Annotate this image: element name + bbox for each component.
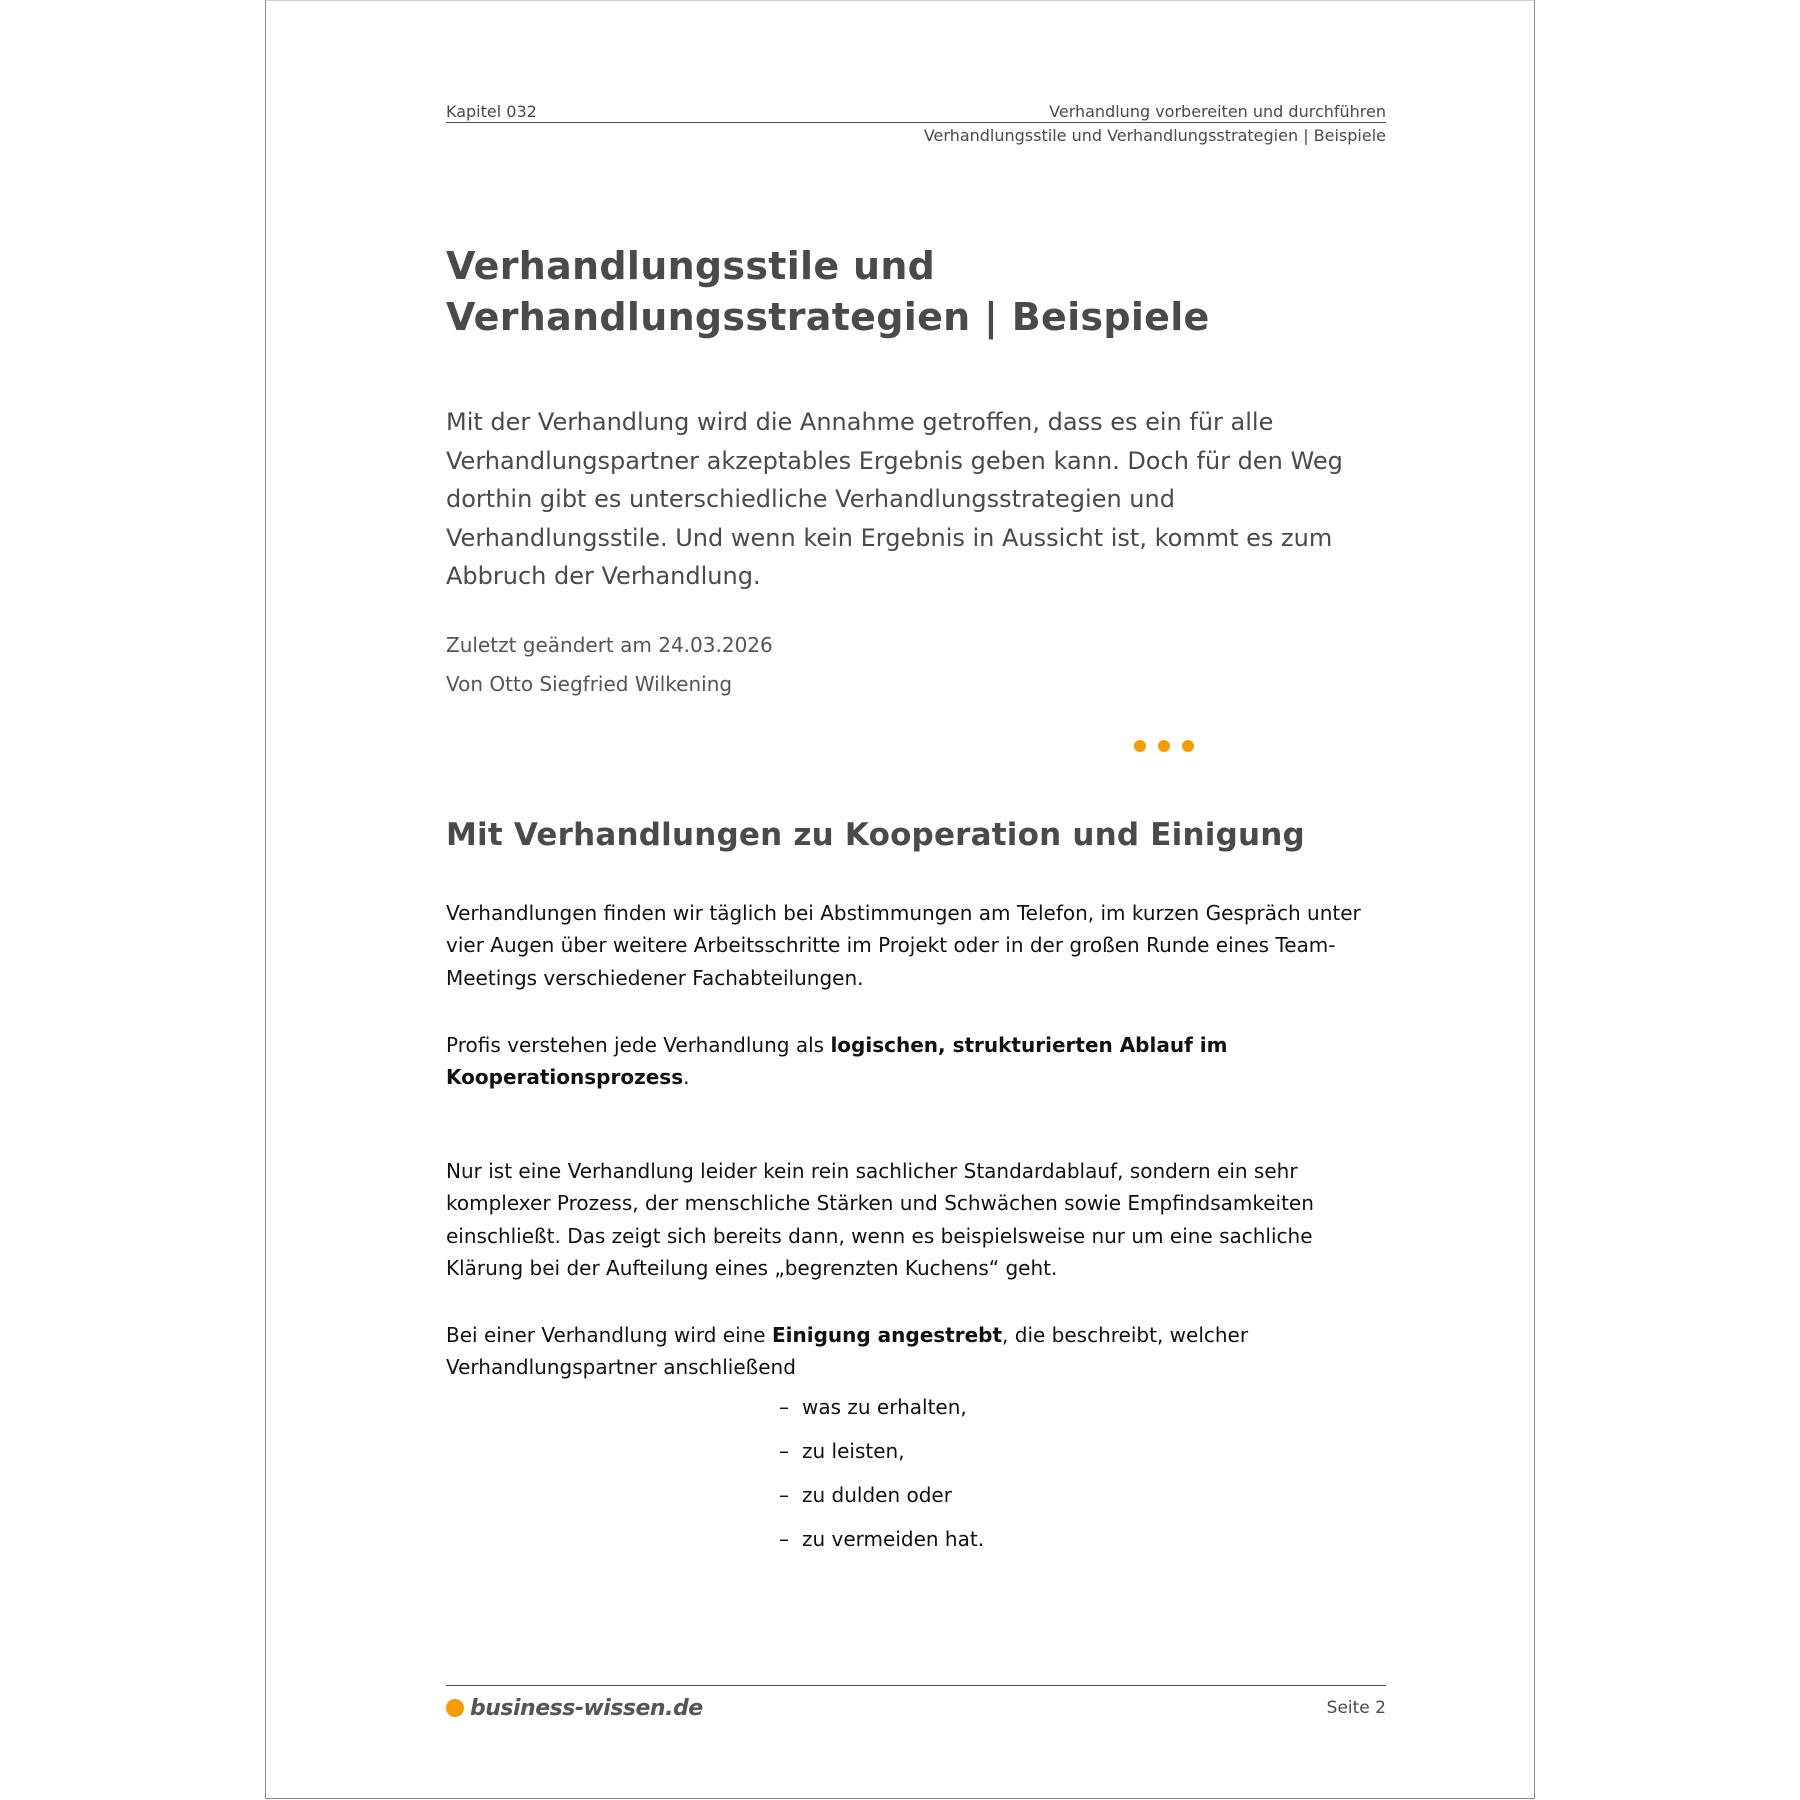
list-item-text: was zu erhalten, [802,1395,967,1419]
paragraph-2-end: . [683,1065,690,1090]
list-dash: – [779,1483,789,1507]
paragraph-4-emphasis: Einigung angestrebt [771,1323,1003,1347]
logo-dot-icon [446,1699,464,1717]
paragraph-3: Nur ist eine Verhandlung leider kein rein sachlicher Standardablauf, sondern ein sehr komplexer Prozess, der menschliche Stärken und Schwächen sowie Empfindsamkeiten einschließt. Das zeigt sich bereits dann, wenn es beispielsweise nur um eine sachliche Klärung bei der Aufteilung eines „begrenzten Kuchens“ geht. [446,1159,1314,1280]
list-item-text: zu leisten, [802,1439,905,1463]
section-label: Verhandlung vorbereiten und durchführen [1049,102,1386,121]
paragraph-2-text: Profis verstehen jede Verhandlung als [446,1033,831,1057]
page-title [446,241,1386,343]
page-number: Seite 2 [1326,1698,1386,1718]
page-footer [446,1693,1386,1723]
paragraph-2-emphasis: logischen, strukturierten Ablauf im Kooperationsprozess [446,1033,1228,1090]
paragraph-1: Verhandlungen finden wir täglich bei Abstimmungen am Telefon, im kurzen Gespräch unter vier Augen über weitere Arbeitsschritte im Projekt oder in der großen Runde eines Team-Meetings verschiedener Fachabteilungen. [446,901,1361,990]
paragraph-2 [446,1029,1386,1094]
footer-divider [446,1685,1386,1686]
list-item [779,1393,1719,1437]
lead-paragraph: Mit der Verhandlung wird die Annahme getroffen, dass es ein für alle Verhandlungspartner akzeptables Ergebnis geben kann. Doch für den Weg dorthin gibt es unterschiedliche Verhandlungsstrategien und Verhandlungsstile. Und wenn kein Ergebnis in Aussicht ist, kommt es zum Abbruch der Verhandlung. [446,408,1343,590]
list-item [779,1525,1719,1569]
section-heading: Mit Verhandlungen zu Kooperation und Einigung [446,817,1305,853]
separator-dot-icon [1134,740,1146,752]
paragraph-4 [446,1319,1386,1384]
running-header [446,98,1386,158]
separator-dot-icon [1182,740,1194,752]
paragraph-4-end: , die beschreibt, welcher Verhandlungspartner anschließend [446,1323,1249,1380]
running-header-row [446,98,1386,123]
obligation-list [779,1393,1719,1569]
list-item [779,1437,1719,1481]
logo-text: business-wissen.de [470,1695,703,1721]
list-item-text: zu vermeiden hat. [802,1527,985,1551]
document-page [265,0,1535,1799]
subsection-label: Verhandlungsstile und Verhandlungsstrategien | Beispiele [923,126,1386,145]
paragraph-4-text: Bei einer Verhandlung wird eine [446,1323,772,1347]
chapter-label: Kapitel 032 [446,102,537,121]
separator-dot-icon [1158,740,1170,752]
page-title-line-1: Verhandlungsstile und [446,244,936,288]
list-item-text: zu dulden oder [802,1483,952,1507]
author-byline: Von Otto Siegfried Wilkening [446,672,733,696]
last-modified-date: Zuletzt geändert am 24.03.2026 [446,633,773,657]
brand-logo [446,1696,703,1721]
list-item [779,1481,1719,1525]
list-dash: – [779,1527,789,1551]
list-dash: – [779,1439,789,1463]
separator-dots [1134,740,1194,752]
list-dash: – [779,1395,789,1419]
page-title-line-2: Verhandlungsstrategien | Beispiele [446,295,1210,339]
